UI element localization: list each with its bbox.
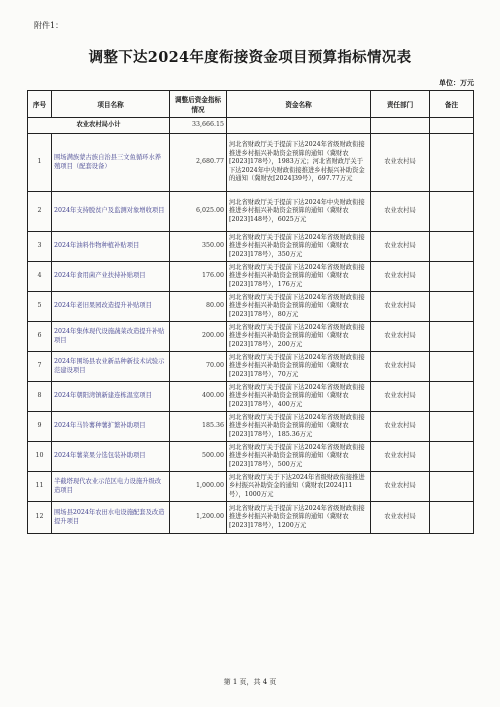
row-project-name: 2024年朝阳湾镇新建连栋温室项目: [52, 382, 170, 412]
row-seq: 7: [28, 352, 52, 382]
row-project-name: 2024年集体现代设施蔬菜改造提升补贴项目: [52, 322, 170, 352]
row-fund-name: 河北省财政厅关于下达2024年省级财政衔接推进乡村振兴补助资金的通知（冀财农[2024]11号），1000万元: [227, 472, 371, 502]
row-dept: 农业农村局: [371, 322, 430, 352]
row-fund-name: 河北省财政厅关于提前下达2024年省级财政衔接推进乡村振兴补助资金预算的通知（冀财农[2023]178号），70万元: [227, 352, 371, 382]
row-fund-name: 河北省财政厅关于提前下达2024年省级财政衔接推进乡村振兴补助资金预算的通知（冀财农[2023]178号），1200万元: [227, 502, 371, 534]
row-remark: [430, 192, 474, 232]
table-row: [28, 292, 474, 322]
row-dept: 农业农村局: [371, 134, 430, 192]
row-seq: 4: [28, 262, 52, 292]
row-project-name: 2024年食用菌产业扶持补贴项目: [52, 262, 170, 292]
page-footer: 第 1 页，共 4 页: [223, 678, 277, 686]
row-remark: [430, 134, 474, 192]
subtotal-row: [28, 118, 474, 134]
row-remark: [430, 412, 474, 442]
row-fund-name: 河北省财政厅关于提前下达2024年省级财政衔接推进乡村振兴补助资金预算的通知（冀财农[2023]178号），1983万元；河北省财政厅关于下达2024年中央财政衔接推进乡村振兴补助资金的通知（冀财农[2024]39号），697.77万元: [227, 134, 371, 192]
table-row: [28, 472, 474, 502]
row-project-name: 2024年马铃薯种薯扩繁补助项目: [52, 412, 170, 442]
row-remark: [430, 322, 474, 352]
row-dept: 农业农村局: [371, 192, 430, 232]
row-dept: 农业农村局: [371, 262, 430, 292]
row-amount: 500.00: [170, 442, 227, 472]
row-seq: 3: [28, 232, 52, 262]
header-project: 项目名称: [52, 91, 170, 118]
row-fund-name: 河北省财政厅关于提前下达2024年省级财政衔接推进乡村振兴补助资金预算的通知（冀财农[2023]178号），200万元: [227, 322, 371, 352]
row-fund-name: 河北省财政厅关于提前下达2024年省级财政衔接推进乡村振兴补助资金预算的通知（冀财农[2023]178号），185.36万元: [227, 412, 371, 442]
row-dept: 农业农村局: [371, 352, 430, 382]
row-project-name: 2024年围场县农业新品种新技术试验示范建设项目: [52, 352, 170, 382]
row-seq: 10: [28, 442, 52, 472]
unit-label: 单位：万元: [439, 78, 474, 87]
row-project-name: 围场县2024年农田水电设施配套及改造提升项目: [52, 502, 170, 534]
row-project-name: 半截塔现代农业示范区电力设施升级改造项目: [52, 472, 170, 502]
row-amount: 80.00: [170, 292, 227, 322]
table-row: [28, 262, 474, 292]
row-seq: 6: [28, 322, 52, 352]
row-dept: 农业农村局: [371, 472, 430, 502]
table-row: [28, 502, 474, 534]
table-header-row: [28, 91, 474, 118]
row-fund-name: 河北省财政厅关于提前下达2024年省级财政衔接推进乡村振兴补助资金预算的通知（冀财农[2023]178号），176万元: [227, 262, 371, 292]
row-amount: 2,680.77: [170, 134, 227, 192]
row-project-name: 2024年薯菜果分选包装补助项目: [52, 442, 170, 472]
row-seq: 5: [28, 292, 52, 322]
row-remark: [430, 502, 474, 534]
table-row: [28, 134, 474, 192]
table-row: [28, 192, 474, 232]
attachment-label: 附件1：: [34, 21, 64, 30]
row-seq: 8: [28, 382, 52, 412]
table-row: [28, 322, 474, 352]
row-seq: 2: [28, 192, 52, 232]
row-amount: 176.00: [170, 262, 227, 292]
table-row: [28, 232, 474, 262]
row-seq: 1: [28, 134, 52, 192]
row-dept: 农业农村局: [371, 412, 430, 442]
row-amount: 1,200.00: [170, 502, 227, 534]
table-row: [28, 382, 474, 412]
row-remark: [430, 232, 474, 262]
row-fund-name: 河北省财政厅关于提前下达2024年中央财政衔接推进乡村振兴补助资金预算的通知（冀财农[2023]148号），6025万元: [227, 192, 371, 232]
row-dept: 农业农村局: [371, 382, 430, 412]
table-row: [28, 442, 474, 472]
row-seq: 11: [28, 472, 52, 502]
row-project-name: 围场满族蒙古族自治县三文鱼循环水养殖项目（配套设备）: [52, 134, 170, 192]
row-fund-name: 河北省财政厅关于提前下达2024年省级财政衔接推进乡村振兴补助资金预算的通知（冀财农[2023]178号），350万元: [227, 232, 371, 262]
row-seq: 12: [28, 502, 52, 534]
row-fund-name: 河北省财政厅关于提前下达2024年省级财政衔接推进乡村振兴补助资金预算的通知（冀财农[2023]178号），80万元: [227, 292, 371, 322]
row-dept: 农业农村局: [371, 502, 430, 534]
header-remark: 备注: [430, 91, 474, 118]
row-project-name: 2024年支持脱贫户及监测对象增收项目: [52, 192, 170, 232]
subtotal-amount: 33,666.15: [170, 118, 227, 134]
row-amount: 6,025.00: [170, 192, 227, 232]
row-fund-name: 河北省财政厅关于提前下达2024年省级财政衔接推进乡村振兴补助资金预算的通知（冀财农[2023]178号），400万元: [227, 382, 371, 412]
row-remark: [430, 472, 474, 502]
row-dept: 农业农村局: [371, 442, 430, 472]
row-amount: 185.36: [170, 412, 227, 442]
table-row: [28, 352, 474, 382]
row-amount: 1,000.00: [170, 472, 227, 502]
header-seq: 序号: [28, 91, 52, 118]
row-dept: 农业农村局: [371, 232, 430, 262]
row-amount: 200.00: [170, 322, 227, 352]
row-remark: [430, 262, 474, 292]
table-row: [28, 412, 474, 442]
header-amount: 调整后资金指标情况: [170, 91, 227, 118]
row-fund-name: 河北省财政厅关于提前下达2024年省级财政衔接推进乡村振兴补助资金预算的通知（冀财农[2023]178号），500万元: [227, 442, 371, 472]
row-remark: [430, 382, 474, 412]
header-dept: 责任部门: [371, 91, 430, 118]
row-project-name: 2024年老旧果园改造提升补贴项目: [52, 292, 170, 322]
row-project-name: 2024年油料作物种植补贴项目: [52, 232, 170, 262]
row-remark: [430, 352, 474, 382]
row-amount: 400.00: [170, 382, 227, 412]
row-dept: 农业农村局: [371, 292, 430, 322]
budget-table: [27, 90, 474, 534]
subtotal-label: 农业农村局小计: [28, 118, 170, 134]
row-remark: [430, 442, 474, 472]
header-fund: 资金名称: [227, 91, 371, 118]
row-amount: 350.00: [170, 232, 227, 262]
row-amount: 70.00: [170, 352, 227, 382]
row-seq: 9: [28, 412, 52, 442]
row-remark: [430, 292, 474, 322]
document-title: 调整下达2024年度衔接资金项目预算指标情况表: [88, 49, 412, 66]
